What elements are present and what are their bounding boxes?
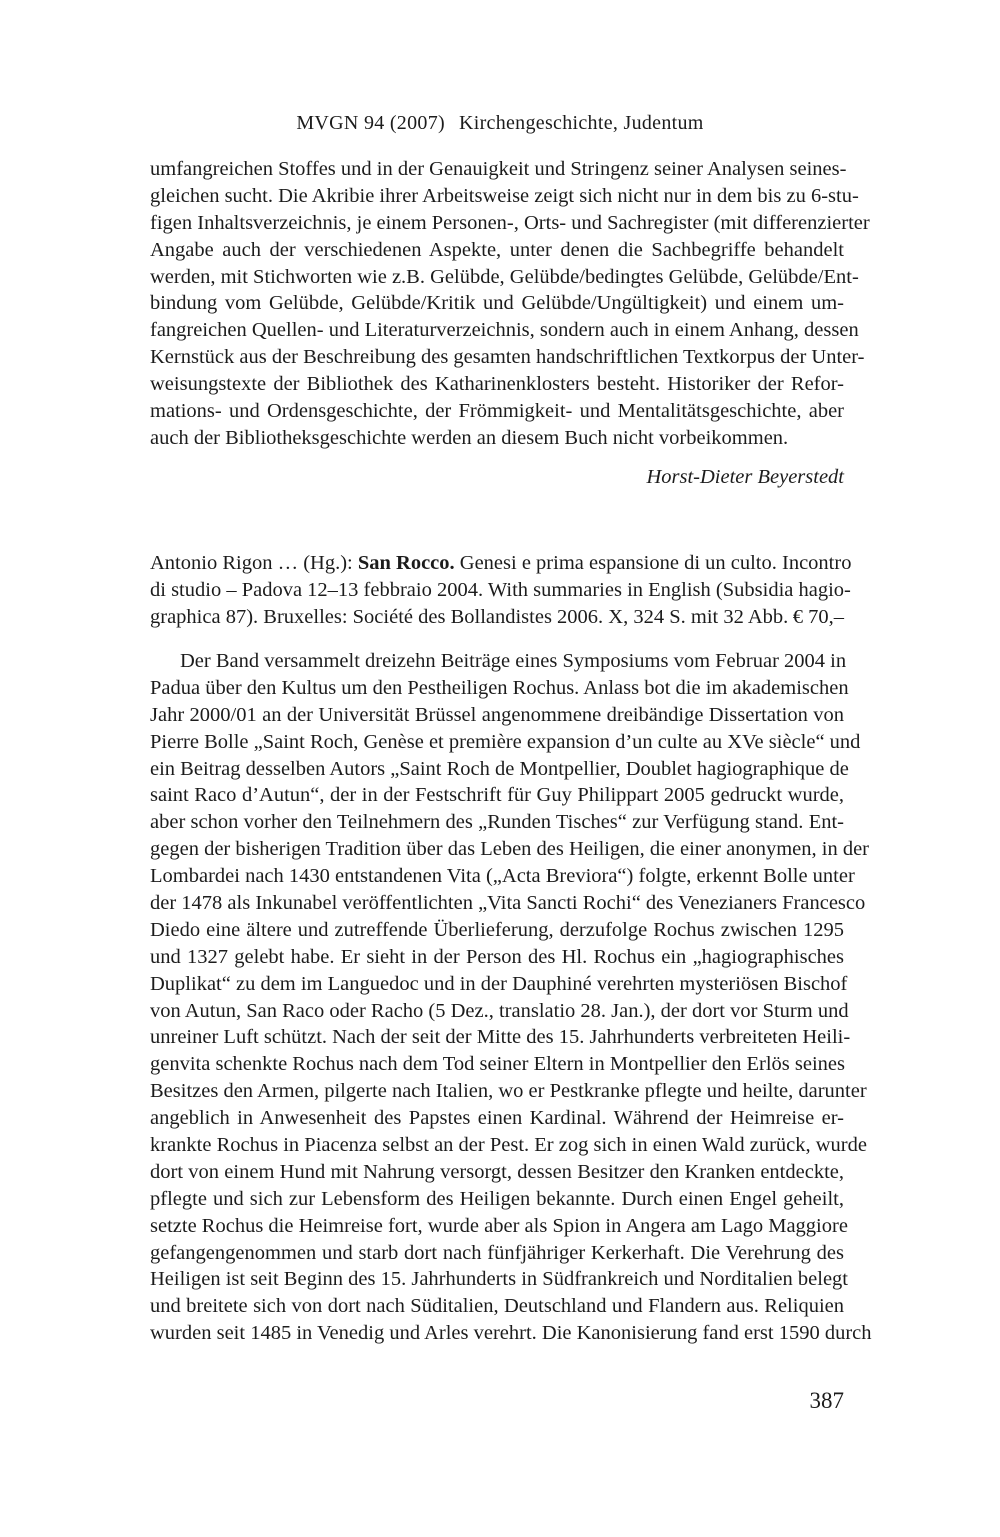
running-head-section: Kirchengeschichte, Judentum xyxy=(458,112,704,134)
running-head xyxy=(0,112,1000,135)
bibliographic-entry xyxy=(150,550,852,631)
text-line: gleichen sucht. Die Akribie ihrer Arbeitsweise zeigt sich nicht nur in dem bis zu 6-stu- xyxy=(150,184,859,207)
text-line: fangreichen Quellen- und Literaturverzeichnis, sondern auch in einem Anhang, dessen xyxy=(150,319,859,342)
bib-author: Antonio Rigon … (Hg.): xyxy=(150,552,353,574)
text-line: gefangengenommen und starb dort nach fünfjähriger Kerkerhaft. Die Verehrung des xyxy=(150,1241,844,1264)
text-line: auch der Bibliotheksgeschichte werden an diesem Buch nicht vorbeikommen. xyxy=(150,426,789,449)
text-line: wurden seit 1485 in Venedig und Arles verehrt. Die Kanonisierung fand erst 1590 durch xyxy=(150,1322,872,1345)
review-1-text xyxy=(150,156,870,452)
text-line: Der Band versammelt dreizehn Beiträge eines Symposiums vom Februar 2004 in xyxy=(180,650,847,672)
text-line: bindung vom Gelübde, Gelübde/Kritik und Gelübde/Ungültigkeit) und einem um- xyxy=(150,292,844,315)
reviewer-signature: Horst-Dieter Beyerstedt xyxy=(646,466,844,488)
text-line: weisungstexte der Bibliothek des Katharinenklosters besteht. Historiker der Refor- xyxy=(150,373,844,396)
bib-line-1 xyxy=(150,550,852,577)
text-line: Lombardei nach 1430 entstandenen Vita („Acta Breviora“) folgte, erkennt Bolle unter xyxy=(150,865,855,888)
bib-line-3 xyxy=(150,604,844,631)
text-line: von Autun, San Raco oder Racho (5 Dez., translatio 28. Jan.), der dort vor Sturm und xyxy=(150,999,849,1022)
text-line: ein Beitrag desselben Autors „Saint Roch de Montpellier, Doublet hagiographique de xyxy=(150,757,849,780)
text-line: gegen der bisherigen Tradition über das Leben des Heiligen, die einer anonymen, in der xyxy=(150,838,870,861)
text-line: Kernstück aus der Beschreibung des gesamten handschriftlichen Textkorpus der Unter- xyxy=(150,346,865,369)
text-line: Heiligen ist seit Beginn des 15. Jahrhunderts in Südfrankreich und Norditalien belegt xyxy=(150,1268,848,1291)
text-line: aber schon vorher den Teilnehmern des „Runden Tisches“ zur Verfügung stand. Ent- xyxy=(150,811,844,834)
text-line: pflegte und sich zur Lebensform des Heiligen bekannte. Durch einen Engel geheilt, xyxy=(150,1187,844,1210)
bib-price: € 70,– xyxy=(792,605,844,628)
text-line: der 1478 als Inkunabel veröffentlichten „Vita Sancti Rochi“ des Venezianers Francesco xyxy=(150,892,866,915)
text-line: Duplikat“ zu dem im Languedoc und in der Dauphiné verehrten mysteriösen Bischof xyxy=(150,972,848,995)
text-line: unreiner Luft schützt. Nach der seit der Mitte des 15. Jahrhunderts verbreiteten Heili- xyxy=(150,1026,851,1049)
running-head-journal: MVGN 94 (2007) xyxy=(296,112,445,134)
text-line: saint Raco d’Autun“, der in der Festschrift für Guy Philippart 2005 gedruckt wurde, xyxy=(150,784,844,807)
text-line: und 1327 gelebt habe. Er sieht in der Person des Hl. Rochus ein „hagiographisches xyxy=(150,945,844,968)
bib-line-2: di studio – Padova 12–13 febbraio 2004. With summaries in English (Subsidia hagio- xyxy=(150,578,851,601)
text-line: dort von einem Hund mit Nahrung versorgt, dessen Besitzer den Kranken entdeckte, xyxy=(150,1160,844,1183)
text-line: Pierre Bolle „Saint Roch, Genèse et première expansion d’un culte au XVe siècle“ und xyxy=(150,730,861,753)
text-line: Jahr 2000/01 an der Universität Brüssel angenommene dreibändige Dissertation von xyxy=(150,703,844,726)
text-line: umfangreichen Stoffes und in der Genauigkeit und Stringenz seiner Analysen seines- xyxy=(150,158,847,180)
text-line: krankte Rochus in Piacenza selbst an der Pest. Er zog sich in einen Wald zurück, wurde xyxy=(150,1134,867,1157)
text-line: und breitete sich von dort nach Süditalien, Deutschland und Flandern aus. Reliquien xyxy=(150,1295,844,1318)
bib-title: San Rocco. xyxy=(357,552,455,574)
text-line: setzte Rochus die Heimreise fort, wurde aber als Spion in Angera am Lago Maggiore xyxy=(150,1214,848,1237)
review-2-text xyxy=(150,648,872,1347)
text-line: Padua über den Kultus um den Pestheiligen Rochus. Anlass bot die im akademischen xyxy=(150,676,849,699)
text-line: Diedo eine ältere und zutreffende Überlieferung, derzufolge Rochus zwischen 1295 xyxy=(150,918,844,941)
bib-subtitle: Genesi e prima espansione di un culto. Incontro xyxy=(459,552,852,574)
text-line: werden, mit Stichworten wie z.B. Gelübde, Gelübde/bedingtes Gelübde, Gelübde/Ent- xyxy=(150,265,859,288)
bib-publication: graphica 87). Bruxelles: Société des Bollandistes 2006. X, 324 S. mit 32 Abb. xyxy=(150,605,789,628)
text-line: mations- und Ordensgeschichte, der Frömmigkeit- und Mentalitätsgeschichte, aber xyxy=(150,400,844,423)
text-line: genvita schenkte Rochus nach dem Tod seiner Eltern in Montpellier den Erlös seines xyxy=(150,1053,846,1076)
text-line: Besitzes den Armen, pilgerte nach Italien, wo er Pestkranke pflegte und heilte, darunter xyxy=(150,1080,867,1103)
text-line: Angabe auch der verschiedenen Aspekte, unter denen die Sachbegriffe behandelt xyxy=(150,238,844,261)
text-line: angeblich in Anwesenheit des Papstes einen Kardinal. Während der Heimreise er- xyxy=(150,1107,844,1130)
text-line: figen Inhaltsverzeichnis, je einem Personen-, Orts- und Sachregister (mit differenzierter xyxy=(150,211,870,234)
page-number: 387 xyxy=(809,1388,844,1413)
